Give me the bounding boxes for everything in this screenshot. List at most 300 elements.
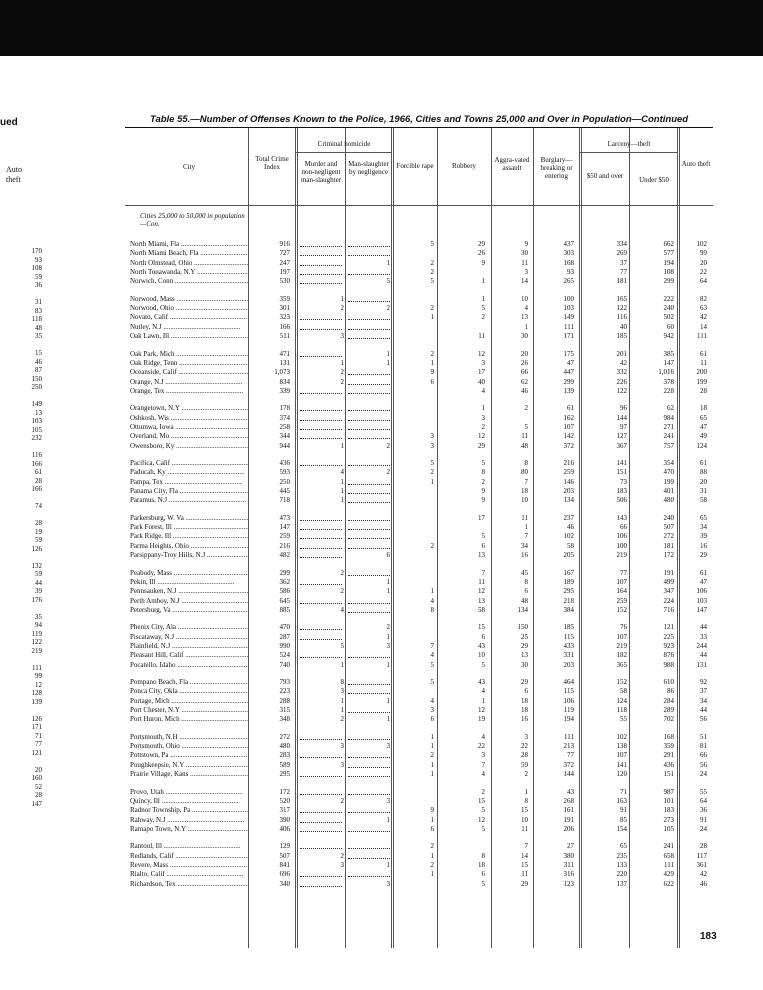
cell-value: 46: [700, 879, 707, 888]
cell-value: 171: [563, 332, 574, 341]
empty-cell-leader: [348, 678, 390, 685]
header-larceny-50-over: $50 and over: [586, 172, 624, 180]
cell-value: 4: [430, 696, 434, 705]
cell-value: 1: [340, 696, 344, 705]
cell-value: 47: [567, 358, 574, 367]
cell-value: 117: [696, 851, 707, 860]
cell-value: 3: [386, 742, 390, 751]
cell-value: 15: [521, 806, 528, 815]
empty-cell-leader: [348, 414, 390, 421]
cell-value: 20: [700, 477, 707, 486]
cell-value: 11: [478, 577, 485, 586]
cell-value: 131: [279, 358, 290, 367]
prev-page-value: 126: [31, 714, 42, 723]
prev-page-value: 111: [32, 663, 42, 672]
cell-value: 2: [430, 842, 434, 851]
cell-value: 20: [521, 349, 528, 358]
cell-value: 147: [696, 605, 707, 614]
city-name: Pompano Beach, Fla .....: [130, 678, 248, 687]
empty-cell-leader: [348, 432, 390, 439]
cell-value: 199: [663, 477, 674, 486]
cell-value: 2: [386, 623, 390, 632]
cell-value: 524: [279, 651, 290, 660]
prev-page-value: 12: [35, 680, 42, 689]
cell-value: 3: [481, 358, 485, 367]
cell-value: 111: [564, 322, 574, 331]
cell-value: 14: [700, 322, 707, 331]
header-murder: Murder and non-negligent man-slaughter: [300, 160, 342, 184]
cell-value: 44: [700, 623, 707, 632]
cell-value: 406: [279, 824, 290, 833]
cell-value: 121: [663, 623, 674, 632]
cell-value: 191: [663, 568, 674, 577]
empty-cell-leader: [348, 842, 390, 849]
cell-value: 589: [279, 760, 290, 769]
cell-value: 1: [430, 770, 434, 779]
cell-value: 29: [478, 441, 485, 450]
prev-page-value: [18, 757, 42, 766]
cell-value: 183: [616, 487, 627, 496]
cell-value: 718: [279, 496, 290, 505]
city-name: Norwood, Mass .....: [130, 295, 248, 304]
cell-value: 273: [663, 815, 674, 824]
cell-value: 122: [616, 386, 627, 395]
empty-cell-leader: [348, 268, 390, 275]
cell-value: 265: [563, 277, 574, 286]
header-total: Total Crime Index: [255, 155, 289, 171]
cell-value: 990: [279, 641, 290, 650]
header-top-rule: [125, 127, 713, 128]
table-row: [130, 487, 710, 496]
cell-value: 172: [663, 551, 674, 560]
cell-value: 8: [340, 678, 344, 686]
cell-value: 56: [700, 760, 707, 769]
cell-value: 241: [663, 432, 674, 441]
empty-cell-leader: [348, 606, 390, 613]
table-row: [130, 770, 710, 779]
cell-value: 11: [521, 258, 528, 267]
empty-cell-leader: [300, 277, 342, 284]
empty-cell-leader: [300, 816, 342, 823]
scan-top-border: [0, 0, 763, 56]
cell-value: 100: [563, 294, 574, 303]
city-name: Owensboro, Ky .....: [130, 442, 248, 451]
cell-value: 29: [521, 678, 528, 686]
city-name: Orangetown, N.Y .....: [130, 404, 248, 413]
empty-cell-leader: [300, 350, 342, 357]
prev-page-value: 232: [31, 434, 42, 442]
header-assault: Aggra-vated assault: [494, 156, 530, 172]
cell-value: 228: [663, 386, 674, 395]
cell-value: 2: [430, 268, 434, 277]
prev-page-value: 48: [35, 323, 42, 332]
city-name: Parsippany-Troy Hills, N.J .....: [130, 551, 248, 560]
cell-value: 2: [430, 860, 434, 869]
cell-value: 3: [386, 879, 390, 888]
table-row: [130, 597, 710, 606]
city-name: Phenix City, Ala .....: [130, 623, 248, 632]
prev-page-value: 122: [31, 638, 42, 646]
empty-cell-leader: [300, 387, 342, 394]
city-name: Oshkosh, Wis .....: [130, 414, 248, 423]
cell-value: 65: [700, 413, 707, 422]
cell-value: 65: [700, 513, 707, 522]
cell-value: 923: [663, 641, 674, 650]
cell-value: 1: [430, 742, 434, 751]
cell-value: 586: [279, 587, 290, 596]
empty-cell-leader: [348, 761, 390, 768]
prev-page-value: 118: [31, 315, 42, 323]
city-name: Orange, Tex .....: [130, 387, 248, 396]
cell-value: 1: [386, 258, 390, 267]
cell-value: 201: [616, 349, 627, 358]
cell-value: 1: [430, 760, 434, 769]
cell-value: 13: [521, 651, 528, 660]
city-name: Park Ridge, Ill .....: [130, 532, 248, 541]
cell-value: 107: [616, 632, 627, 641]
table-row: [130, 733, 710, 742]
cell-value: 530: [279, 277, 290, 286]
city-name: North Tonawanda, N.Y .....: [130, 268, 248, 277]
cell-value: 2: [430, 541, 434, 550]
cell-value: 141: [616, 459, 627, 467]
cell-value: 59: [521, 760, 528, 769]
cell-value: 2: [340, 851, 344, 860]
cell-value: 163: [616, 796, 627, 805]
cell-value: 103: [563, 304, 574, 313]
cell-value: 13: [478, 596, 485, 605]
prev-page-value: 36: [35, 281, 42, 289]
cell-value: 60: [667, 322, 674, 331]
cell-value: 44: [700, 651, 707, 660]
cell-value: 42: [700, 313, 707, 322]
city-name: Richardson, Tex .....: [130, 880, 248, 889]
cell-value: 1: [524, 322, 528, 331]
cell-value: 183: [663, 806, 674, 815]
cell-value: 30: [521, 332, 528, 341]
table-row: [130, 816, 710, 825]
prev-page-value: 94: [35, 621, 42, 629]
cell-value: 331: [563, 651, 574, 660]
cell-value: 24: [700, 770, 707, 779]
prev-page-value: [18, 494, 42, 503]
cell-value: 80: [521, 468, 528, 477]
cell-value: 111: [697, 332, 707, 341]
empty-cell-leader: [300, 542, 342, 549]
cell-value: 311: [563, 860, 574, 869]
table-row: [130, 468, 710, 477]
cell-value: 1: [430, 313, 434, 322]
cell-value: 120: [616, 770, 627, 779]
cell-value: 25: [521, 632, 528, 641]
cell-value: 107: [616, 577, 627, 586]
homicide-group-rule: [296, 152, 391, 153]
cell-value: 61: [567, 404, 574, 413]
cell-value: 1: [340, 441, 344, 450]
cell-value: 269: [616, 249, 627, 258]
cell-value: 22: [478, 742, 485, 751]
cell-value: 168: [563, 258, 574, 267]
cell-value: 1: [386, 860, 390, 869]
empty-cell-leader: [300, 514, 342, 521]
cell-value: 6: [386, 551, 390, 560]
prev-page-value: [18, 511, 42, 520]
cell-value: 189: [563, 577, 574, 586]
cell-value: 9: [481, 496, 485, 505]
empty-cell-leader: [300, 751, 342, 758]
cell-value: 593: [279, 468, 290, 477]
city-name: Pleasant Hill, Calif .....: [130, 651, 248, 660]
table-row: [130, 368, 710, 377]
cell-value: 61: [700, 349, 707, 358]
cell-value: 29: [700, 551, 707, 560]
cell-value: 3: [430, 441, 434, 450]
city-name: Port Chester, N.Y .....: [130, 706, 248, 715]
prev-page-value: 15: [35, 349, 42, 357]
cell-value: 61: [700, 459, 707, 467]
cell-value: 1: [386, 587, 390, 596]
cell-value: 916: [279, 240, 290, 248]
cell-value: 4: [524, 304, 528, 313]
empty-cell-leader: [348, 806, 390, 813]
cell-value: 5: [481, 806, 485, 815]
cell-value: 2: [430, 751, 434, 760]
prev-page-value: 108: [31, 264, 42, 272]
cell-value: 10: [521, 496, 528, 505]
cell-value: 287: [279, 632, 290, 641]
prev-page-value: 166: [31, 485, 42, 493]
cell-value: 5: [481, 824, 485, 833]
cell-value: 9: [524, 240, 528, 248]
cell-value: 511: [279, 332, 290, 341]
prev-page-value: 19: [35, 527, 42, 536]
city-name: Rialto, Calif .....: [130, 870, 248, 879]
prev-page-value: 170: [31, 247, 42, 255]
cell-value: 43: [567, 787, 574, 796]
cell-value: 299: [279, 568, 290, 577]
city-name: Norwich, Conn .....: [130, 277, 248, 286]
cell-value: 77: [567, 751, 574, 760]
cell-value: 22: [521, 742, 528, 751]
table-row: [130, 532, 710, 541]
cell-value: 102: [616, 732, 627, 741]
cell-value: 244: [696, 641, 707, 650]
cell-value: 15: [521, 860, 528, 869]
cell-value: 235: [616, 851, 627, 860]
prev-page-value: 126: [31, 544, 42, 553]
prev-page-value: [18, 655, 42, 664]
cell-value: 4: [481, 770, 485, 779]
cell-value: 91: [700, 815, 707, 824]
cell-value: 334: [616, 240, 627, 248]
cell-value: 124: [696, 441, 707, 450]
header-larceny: Larceny—theft: [607, 140, 651, 148]
cell-value: 106: [563, 696, 574, 705]
cell-value: 73: [620, 477, 627, 486]
city-name: Pekin, Ill .....: [130, 578, 248, 587]
prev-page-title-fragment: ued: [0, 117, 18, 128]
empty-cell-leader: [300, 551, 342, 558]
cell-value: 108: [663, 268, 674, 277]
cell-value: 28: [700, 386, 707, 395]
cell-value: 66: [700, 751, 707, 760]
cell-value: 841: [279, 860, 290, 869]
cell-value: 1: [481, 404, 485, 413]
cell-value: 16: [700, 541, 707, 550]
city-name: Perth Amboy, N.J .....: [130, 597, 248, 606]
empty-cell-leader: [300, 240, 342, 247]
cell-value: 2: [386, 441, 390, 450]
cell-value: 3: [430, 706, 434, 715]
cell-value: 507: [663, 523, 674, 532]
cell-value: 499: [663, 577, 674, 586]
empty-cell-leader: [300, 770, 342, 777]
cell-value: 191: [563, 815, 574, 824]
table-row: [130, 359, 710, 368]
cell-value: 5: [430, 459, 434, 467]
prev-page-value: 119: [31, 629, 42, 638]
cell-value: 2: [524, 770, 528, 779]
empty-cell-leader: [348, 825, 390, 832]
cell-value: 362: [279, 577, 290, 586]
cell-value: 222: [663, 294, 674, 303]
cell-value: 6: [524, 687, 528, 696]
empty-cell-leader: [348, 240, 390, 247]
city-name: Pottstown, Pa .....: [130, 751, 248, 760]
cell-value: 8: [524, 577, 528, 586]
empty-cell-leader: [300, 870, 342, 877]
city-name: Portsmouth, Ohio .....: [130, 742, 248, 751]
cell-value: 182: [616, 651, 627, 660]
table-row: [130, 387, 710, 396]
prev-page-value: 87: [35, 366, 42, 374]
cell-value: 480: [279, 742, 290, 751]
cell-value: 295: [563, 587, 574, 596]
cell-value: 48: [521, 596, 528, 605]
empty-cell-leader: [348, 597, 390, 604]
cell-value: 437: [563, 240, 574, 248]
empty-cell-leader: [348, 313, 390, 320]
cell-value: 225: [663, 632, 674, 641]
prev-page-value: [18, 553, 42, 562]
table-row: [130, 423, 710, 432]
cell-value: 115: [563, 632, 574, 641]
cell-value: 447: [563, 368, 574, 377]
empty-cell-leader: [348, 651, 390, 658]
cell-value: 1: [386, 660, 390, 669]
table-row: [130, 715, 710, 724]
cell-value: 9: [481, 487, 485, 496]
cell-value: 473: [279, 513, 290, 522]
cell-value: 65: [620, 842, 627, 851]
city-name: Parkersburg, W. Va .....: [130, 514, 248, 523]
prev-page-auto-theft-column: [18, 247, 42, 808]
empty-cell-leader: [348, 770, 390, 777]
cell-value: 219: [616, 551, 627, 560]
cell-value: 81: [700, 742, 707, 751]
header-city: City: [182, 163, 196, 171]
cell-value: 1: [386, 349, 390, 358]
cell-value: 11: [521, 513, 528, 522]
cell-value: 200: [696, 368, 707, 377]
cell-value: 2: [430, 349, 434, 358]
city-name: Norwood, Ohio .....: [130, 304, 248, 313]
empty-cell-leader: [348, 542, 390, 549]
cell-value: 289: [663, 706, 674, 715]
cell-value: 14: [521, 851, 528, 860]
cell-value: 86: [667, 687, 674, 696]
cell-value: 793: [279, 678, 290, 686]
cell-value: 316: [563, 870, 574, 879]
cell-value: 2: [481, 477, 485, 486]
cell-value: 15: [478, 623, 485, 632]
prev-page-value: 35: [35, 332, 42, 340]
table-row: [130, 697, 710, 706]
cell-value: 3: [386, 641, 390, 650]
cell-value: 283: [279, 751, 290, 760]
cell-value: 16: [521, 551, 528, 560]
cell-value: 106: [616, 532, 627, 541]
city-name: Oak Park, Mich .....: [130, 350, 248, 359]
cell-value: 131: [696, 660, 707, 669]
empty-cell-leader: [348, 788, 390, 795]
cell-value: 168: [663, 732, 674, 741]
cell-value: 24: [700, 824, 707, 833]
cell-value: 43: [478, 678, 485, 686]
cell-value: 11: [478, 332, 485, 341]
cell-value: 147: [663, 358, 674, 367]
cell-value: 284: [663, 696, 674, 705]
cell-value: 4: [340, 605, 344, 614]
cell-value: 2: [340, 304, 344, 313]
table-row: [130, 304, 710, 313]
table-row: [130, 825, 710, 834]
cell-value: 152: [616, 678, 627, 686]
cell-value: 7: [481, 760, 485, 769]
cell-value: 1: [386, 815, 390, 824]
city-name: Radnor Township, Pa .....: [130, 806, 248, 815]
cell-value: 2: [386, 304, 390, 313]
cell-value: 5: [430, 240, 434, 248]
cell-value: 6: [481, 870, 485, 879]
cell-value: 240: [663, 513, 674, 522]
city-name: Paducah, Ky .....: [130, 468, 248, 477]
cell-value: 103: [696, 596, 707, 605]
cell-value: 2: [430, 304, 434, 313]
cell-value: 150: [517, 623, 528, 632]
cell-value: 205: [563, 551, 574, 560]
cell-value: 137: [616, 879, 627, 888]
cell-value: 7: [481, 568, 485, 577]
table-row: [130, 687, 710, 696]
empty-cell-leader: [300, 633, 342, 640]
table-title: Table 55.—Number of Offenses Known to the Police, 1966, Cities and Towns 25,000 and Over in Population—Continued: [150, 114, 689, 125]
cell-value: 1: [386, 358, 390, 367]
cell-value: 224: [663, 596, 674, 605]
cell-value: 507: [279, 851, 290, 860]
city-name: Panama City, Fla .....: [130, 487, 248, 496]
cell-value: 3: [386, 796, 390, 805]
cell-value: 374: [279, 413, 290, 422]
cell-value: 216: [279, 541, 290, 550]
cell-value: 29: [521, 641, 528, 650]
cell-value: 2: [430, 258, 434, 267]
cell-value: 464: [563, 678, 574, 686]
empty-cell-leader: [300, 249, 342, 256]
empty-cell-leader: [348, 423, 390, 430]
cell-value: 8: [524, 459, 528, 467]
table-row: [130, 706, 710, 715]
